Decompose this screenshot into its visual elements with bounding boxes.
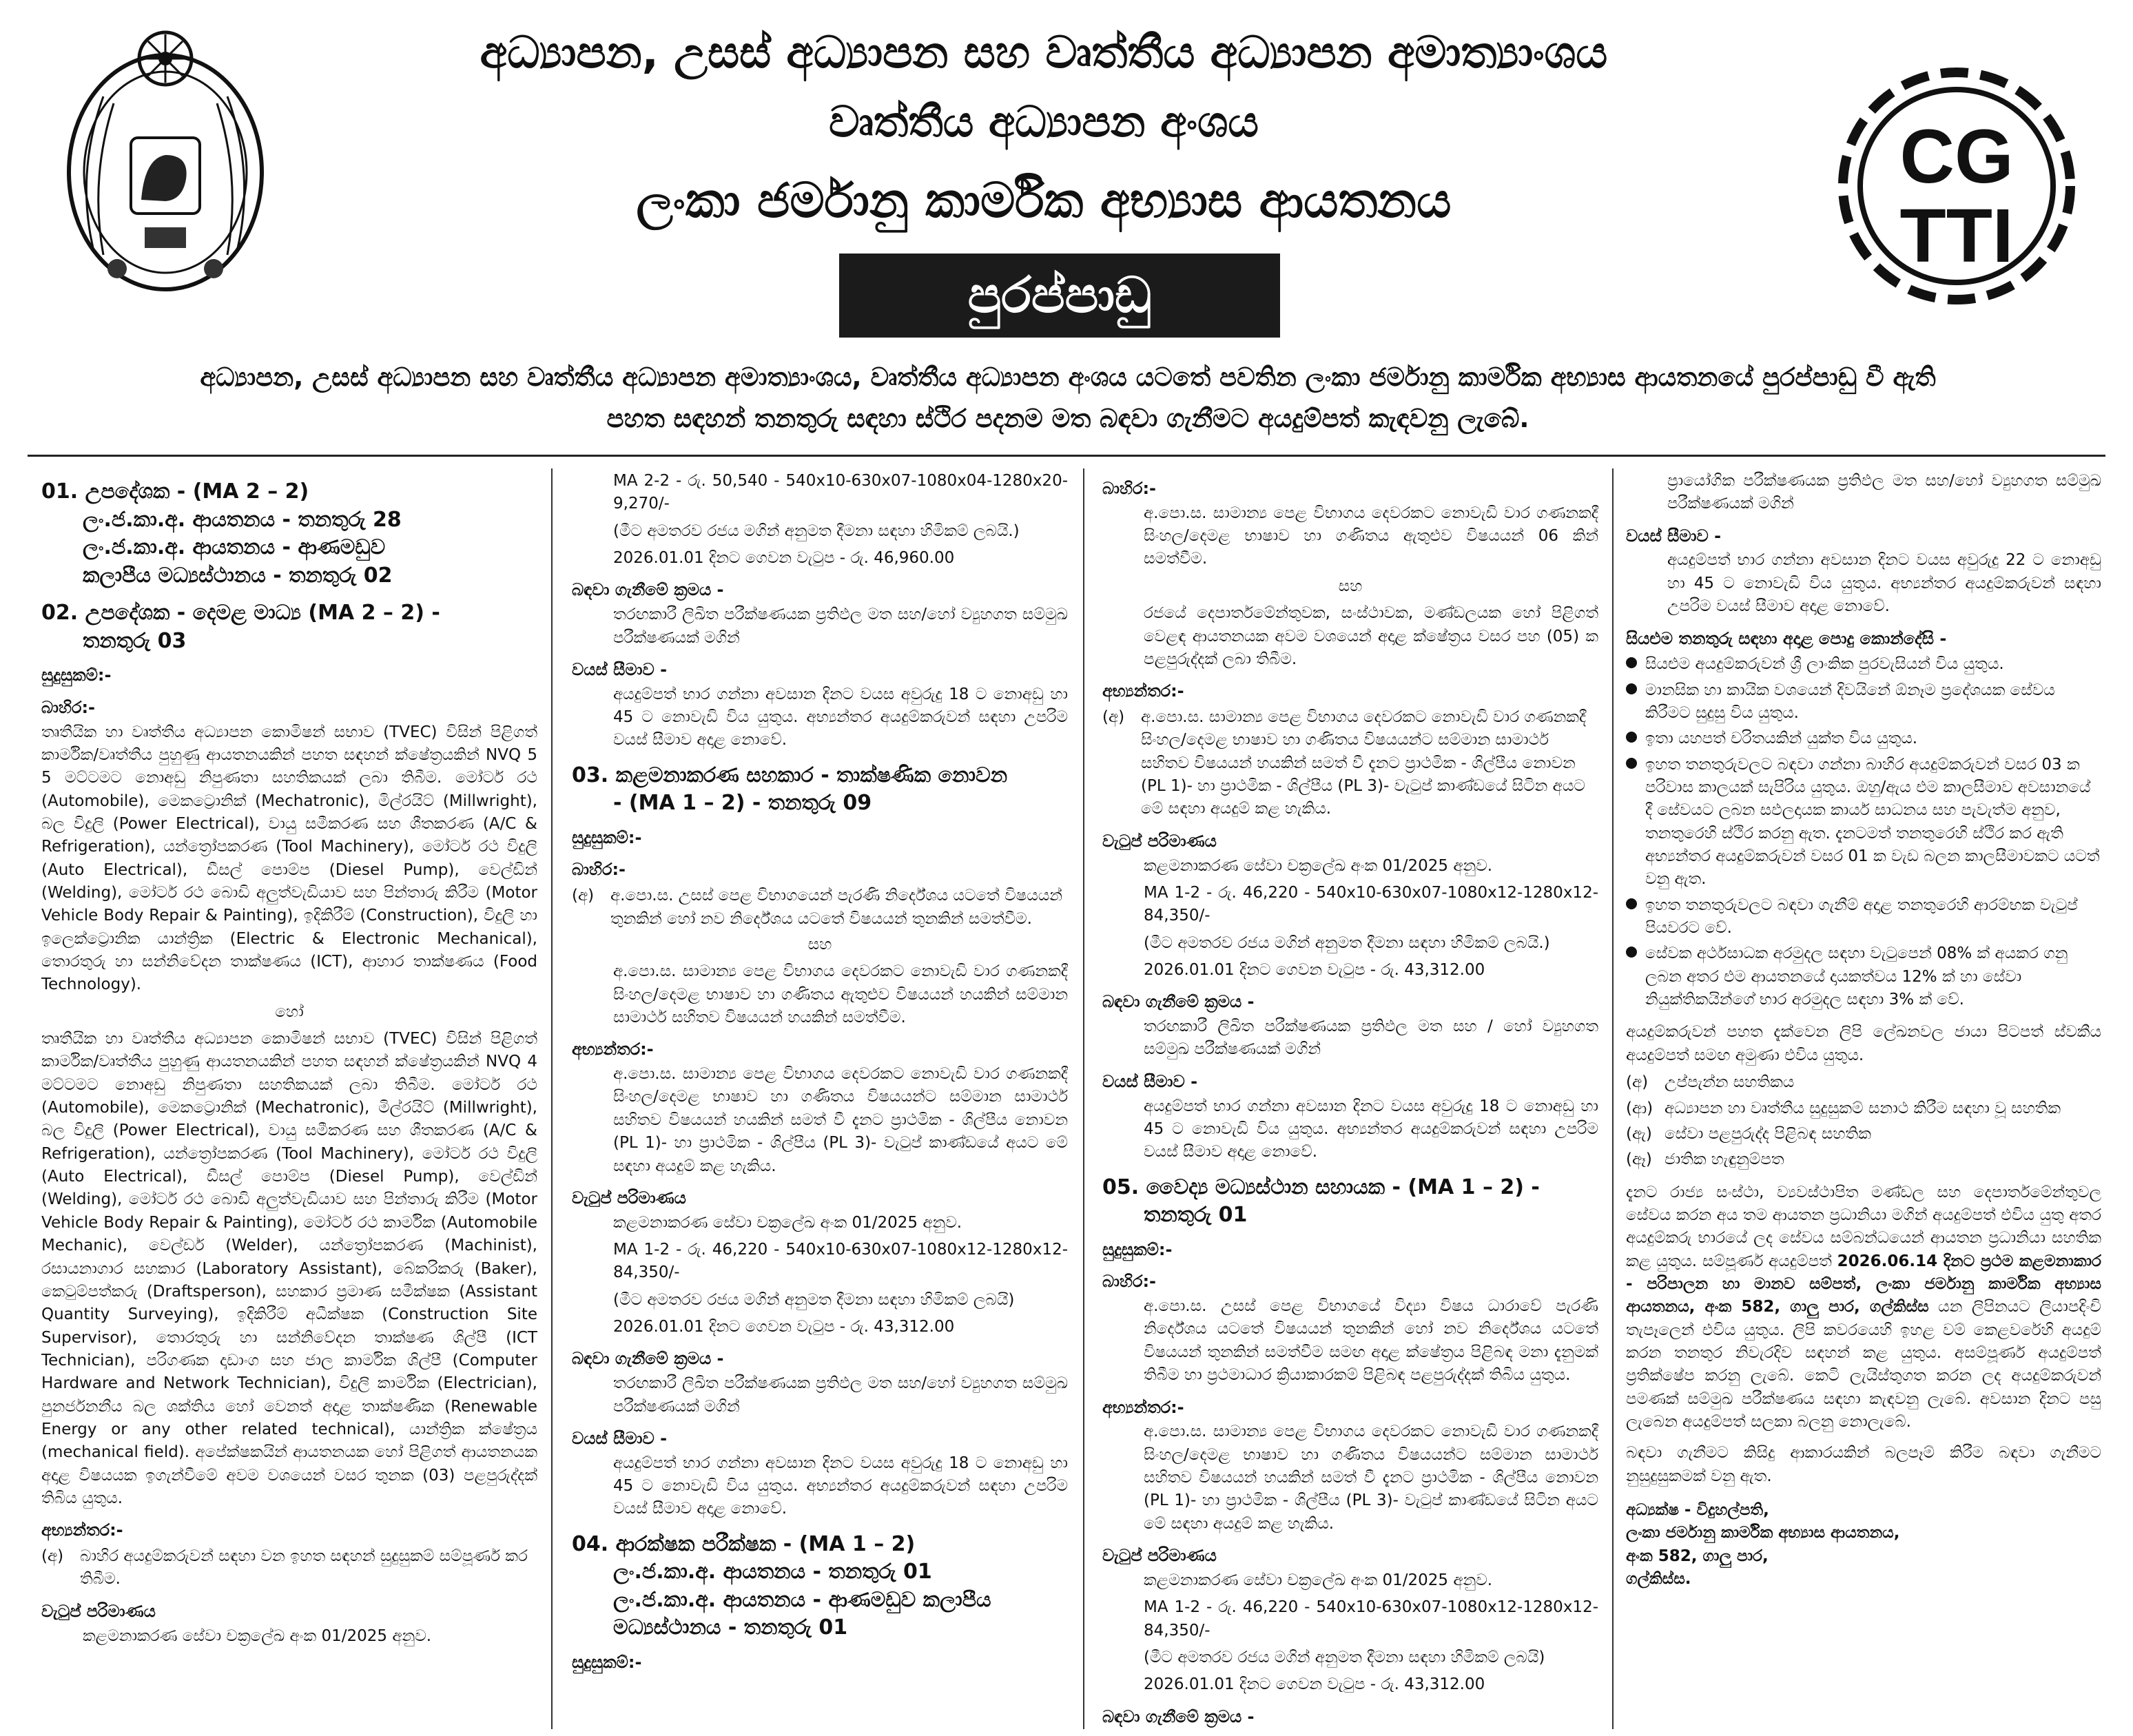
- external-heading: බාහිර:-: [1102, 479, 1156, 498]
- salary-scale: MA 1-2 - රු. 46,220 - 540x10-630x07-1080x12-1280x12-84,350/-: [613, 1241, 1068, 1282]
- recruitment-heading: බඳවා ගැනීමේ ක්‍රමය -: [572, 1349, 724, 1369]
- or-text: හෝ: [275, 1002, 304, 1021]
- header: [0, 0, 2133, 433]
- salary-scale: MA 1-2 - රු. 46,220 - 540x10-630x07-1080x12-1280x12-84,350/-: [1144, 1598, 1598, 1640]
- intro-line-1: අධ්‍යාපන, උසස් අධ්‍යාපන සහ වෘත්තීය අධ්‍යාපන අමාත්‍යාංශය, වෘත්තීය අධ්‍යාපන අංශය යටතේ පවතින ලංකා ජර්මානු කාර්මික අභ්‍යාස ආයතනයේ පුරප්පාඩු වී ඇති: [200, 362, 1936, 392]
- internal-qualification: අ.පො.ස. සාමාන්‍ය පෙළ විභාගය දෙවරකට නොවැඩි වාර ගණනකදී සිංහල/දෙමළ භාෂාව හා ගණිතය විෂයයන්ට සම්මාන සාමාර්ථ සහිතව විෂයයන් හයකින් සමත් වී දැනට ප්‍රාථමික - ශිල්පීය නොවන (PL 1)- හා ප්‍රාථමික - ශිල්පීය (PL 3)- වැටුප් කාණ්ඩයේ සිටින අයට මේ සඳහා අයදුම් කළ හැකිය.: [1144, 1423, 1598, 1533]
- age-heading: වයස් සීමාව -: [1626, 526, 1722, 546]
- documents-list: [1626, 1071, 2101, 1171]
- recruitment-heading: බඳවා ගැනීමේ ක්‍රමය -: [572, 580, 724, 600]
- age-text: අයදුම්පත් භාර ගන්නා අවසාන දිනට වයස අවුරුදු 18 ට නොඅඩු හා 45 ට නොවැඩි විය යුතුය. අභ්‍යන්තර අයදුම්කරුවන් සඳහා උපරිම වයස් සීමාව අදාළ නොවේ.: [613, 1454, 1068, 1518]
- salary-date: 2026.01.01 දිනට ගෙවන වැටුප - රු. 43,312.00: [1144, 1675, 1485, 1694]
- canvassing-warning: බඳවා ගැනීමට කිසිදු ආකාරයකින් බලපෑම් කිරීම බඳවා ගැනීමට නුසුදුසුකමක් වනු ඇත.: [1626, 1444, 2101, 1485]
- salary-note: (මීට අමතරව රජය මගින් අනුමත දීමනා සඳහා හිමිකම් ලබයි): [1144, 1648, 1545, 1666]
- column-2: [572, 468, 1068, 1729]
- and-text: සහ: [807, 935, 832, 953]
- post-05-heading: 05. වෛද්‍ය මධ්‍යස්ථාන සහායක - (MA 1 – 2) - තනතුරු 01: [1102, 1175, 1540, 1228]
- age-text: අයදුම්පත් භාර ගන්නා අවසාන දිනට වයස අවුරුදු 18 ට නොඅඩු හා 45 ට නොවැඩි විය යුතුය. අභ්‍යන්තර අයදුම්කරුවන් සඳහා උපරිම වයස් සීමාව අදාළ නොවේ.: [613, 685, 1068, 750]
- age-text: අයදුම්පත් භාර ගන්නා අවසාන දිනට වයස අවුරුදු 18 ට නොඅඩු හා 45 ට නොවැඩි විය යුතුය. අභ්‍යන්තර අයදුම්කරුවන් සඳහා උපරිම වයස් සීමාව අදාළ නොවේ.: [1144, 1097, 1598, 1161]
- salary-date: 2026.01.01 දිනට ගෙවන වැටුප - රු. 46,960.00: [613, 549, 955, 568]
- general-conditions-heading: සියළුම තනතුරු සඳහා අදාළ පොදු කොන්දේසි -: [1626, 628, 1947, 648]
- and-text: සහ: [1338, 577, 1363, 595]
- internal-heading: අභ්‍යන්තර:-: [1102, 1397, 1184, 1417]
- internal-qualification: (අ) බාහිර අයදුම්කරුවන් සඳහා වන ඉහත සඳහන් සුදුසුකම් සම්පූර්ණ කර තිබීම.: [41, 1547, 528, 1589]
- internal-qualification: අ.පො.ස. සාමාන්‍ය පෙළ විභාගය දෙවරකට නොවැඩි වාර ගණනකදී සිංහල/දෙමළ භාෂාව හා ගණිතය විෂයයන්ට සම්මාන සාමාර්ථ සහිතව විෂයයන් හයකින් සමත් වී දැනට ප්‍රාථමික - ශිල්පීය නොවන (PL 1)- හා ප්‍රාථමික - ශිල්පීය (PL 3)- වැටුප් කාණ්ඩයේ අයට මේ සඳහා අයදුම් කළ හැකිය.: [613, 1065, 1068, 1175]
- salary-text: කළමනාකරණ සේවා චක්‍රලේඛ අංක 01/2025 අනුව.: [1144, 856, 1493, 875]
- salary-text: කළමනාකරණ සේවා චක්‍රලේඛ අංක 01/2025 අනුව.: [83, 1626, 432, 1645]
- salary-note: (මීට අමතරව රජය මගින් අනුමත දීමනා සඳහා හිමිකම් ලබයි): [613, 1290, 1015, 1309]
- bullet-icon: [1626, 732, 1637, 743]
- recruitment-text: තරඟකාරී ලිඛිත පරීක්ෂණයක ප්‍රතිඵල මත සහ/හෝ ව්‍යුහගත සම්මුඛ පරීක්ෂණයක් මගින්: [613, 606, 1068, 647]
- cgtti-logo-top-text: CG: [1899, 114, 2014, 199]
- post-01-heading: 01. උපදේශක - (MA 2 – 2) ලං.ජ.කා.අ. ආයතනය - තනතුරු 28 ලං.ජ.කා.අ. ආයතනය - ආණමඩුව කලාපීය මධ්‍යස්ථානය - තනතුරු 02: [41, 479, 402, 588]
- qualifications-heading: සුදුසුකම්:-: [41, 665, 112, 685]
- external-qualification-1: තෘතීයික හා වෘත්තීය අධ්‍යාපන කොමිෂන් සභාව (TVEC) විසින් පිළිගත් කාර්මික/වෘත්තීය පුහුණු ආයතනයකින් පහත සඳහන් ක්ෂේත්‍රයකින් NVQ 5 5 මට්ටමට නොඅඩු නිපුණතා සහතිකයක් ලබා තිබීම. මෝටර් රථ (Automobile), මෙකට්‍රොනික් (Mechatronic), මිල්රයිට් (Millwright), බල විදුලි (Power Electrical), වායු සමීකරණ සහ ශීතකරණ (A/C & Refrigeration), යන්ත්‍රෝපකරණ (Tool Machinery), මෝටර් රථ විදුලි (Auto Electrical), ඩීසල් පොම්ප (Diesel Pump), වෙල්ඩින් (Welding), මෝටර් රථ බොඩි අලුත්වැඩියාව සහ පින්තාරු කිරීම (Motor Vehicle Body Repair & Painting), ඉදිකිරීම් (Construction), විදුලි හා ඉලෙක්ට්‍රොනික යාන්ත්‍රික (Electric & Electronic Mechanical), තොරතුරු හා සන්නිවේදන තාක්ෂණය (ICT), ආහාර තාක්ෂණය (Food Technology).: [41, 723, 537, 994]
- bullet-icon: [1626, 898, 1637, 909]
- list-item: ඉහත තනතුරුවලට බඳවා ගන්නා බාහිර අයදුම්කරුවන් වසර 03 ක පරිවාස කාලයක් සැපිරිය යුතුය. ඔහු/ඇය එම කාලසීමාව අවසානයේ දී සේවයට ලබන සඵලදායක කාර්ය සාධනය සහ පැවැත්ම අනුව, තනතුරෙහි ස්ථිර කරනු ඇත. දැනටමත් තනතුරෙහි ස්ථිර කර ඇති අභ්‍යන්තර අයදුම්කරුවන් වසර 01 ක වැඩ බලන කාලසීමාවකට යටත් වනු ඇත.: [1626, 754, 2101, 891]
- header-divider: [28, 455, 2105, 457]
- bullet-icon: [1626, 947, 1637, 958]
- institute-title: ලංකා ජර්මානු කාර්මික අභ්‍යාස ආයතනය: [636, 172, 1452, 229]
- cgtti-logo-bottom-text: TTI: [1899, 194, 2014, 278]
- post-03-heading: 03. කළමනාකරණ සහකාර - තාක්ෂණික නොවන - (MA 1 – 2) - තනතුරු 09: [572, 763, 1008, 816]
- salary-text: කළමනාකරණ සේවා චක්‍රලේඛ අංක 01/2025 අනුව.: [1144, 1571, 1493, 1589]
- cgtti-logo-icon: [1826, 55, 2088, 317]
- external-qualification-a: (අ) අ.පො.ස. උසස් පෙළ විභාගයෙන් පැරණි නිර්දේශය යටතේ විෂයයන් තුනකින් හෝ නව නිර්දේශය යටතේ විෂයයන් තුනකින් සමත්වීම.: [572, 887, 1062, 928]
- external-heading: බාහිර:-: [572, 860, 626, 880]
- list-item: ඉහත තනතුරුවලට බඳවා ගැනීම් අදාළ තනතුරෙහි ආරම්භක වැටුප් පියවරට වේ.: [1626, 894, 2101, 940]
- salary-text: කළමනාකරණ සේවා චක්‍රලේඛ අංක 01/2025 අනුව.: [613, 1213, 962, 1232]
- post-02-heading: 02. උපදේශක - දෙමළ මාධ්‍ය (MA 2 – 2) - තනතුරු 03: [41, 601, 440, 653]
- bullet-icon: [1626, 683, 1637, 694]
- external-qualification-b: රජයේ දෙපාර්තමේන්තුවක, සංස්ථාවක, මණ්ඩලයක හෝ පිළිගත් වෙළඳ ආයතනයක අවම වශයෙන් අදාළ ක්ෂේත්‍රය වසර පහ (05) ක පළපුරුද්දක් ලබා තිබීම.: [1144, 604, 1598, 668]
- age-heading: වයස් සීමාව -: [572, 659, 668, 679]
- salary-date: 2026.01.01 දිනට ගෙවන වැටුප - රු. 43,312.00: [1144, 960, 1485, 979]
- salary-note: (මීට අමතරව රජය මගින් අනුමත දීමනා සඳහා හිමිකම් ලබයි.): [1144, 933, 1550, 952]
- internal-heading: අභ්‍යන්තර:-: [572, 1040, 654, 1060]
- internal-heading: අභ්‍යන්තර:-: [1102, 681, 1184, 701]
- salary-heading: වැටුප් පරිමාණය: [1102, 1546, 1217, 1566]
- salary-heading: වැටුප් පරිමාණය: [572, 1188, 686, 1208]
- list-item: ඉතා යහපත් චරිතයකින් යුක්ත විය යුතුය.: [1626, 727, 2101, 750]
- list-item: (ඇ) සේවා පළපුරුද්ද පිළිබඳ සහතික: [1626, 1124, 1871, 1143]
- qualifications-heading: සුදුසුකම්:-: [572, 827, 642, 847]
- closing-date-address: 2026.06.14 දිනට ප්‍රථම කළමනාකාර - පරිපාලන හා මානව සම්පත්, ලංකා ජර්මානු කාර්මික අභ්‍යාස ආයතනය, අංක 582, ගාලු පාර, ගල්කිස්ස: [1626, 1252, 2101, 1316]
- bullet-icon: [1626, 657, 1637, 668]
- salary-heading: වැටුප් පරිමාණය: [41, 1601, 156, 1621]
- salary-note: (මීට අමතරව රජය මගින් අනුමත දීමනා සඳහා හිමිකම් ලබයි.): [613, 521, 1020, 540]
- signature-block: අධ්‍යක්ෂ - විදුහල්පති, ලංකා ජර්මානු කාර්මික අභ්‍යාස ආයතනය, අංක 582, ගාලු පාර, ගල්කිස්ස.: [1626, 1501, 1900, 1589]
- column-3: [1102, 468, 1598, 1729]
- column-divider: [551, 468, 553, 1729]
- recruitment-text: තරඟකාරී ලිඛිත පරීක්ෂණයක ප්‍රතිඵල මත සහ / හෝ ව්‍යුහගත සම්මුඛ පරීක්ෂණයක් මගින්: [1144, 1017, 1598, 1059]
- documents-intro: අයදුම්කරුවන් පහත දැක්වෙන ලිපි ලේඛනවල ජායා පිටපත් ස්වකීය අයදුම්පත් සමඟ අමුණා එවිය යුතුය.: [1626, 1023, 2101, 1064]
- column-divider: [1083, 468, 1084, 1729]
- external-qualification: අ.පො.ස. උසස් පෙළ විභාගයේ විද්‍යා විෂය ධාරාවේ පැරණි නිර්දේශය යටතේ විෂයයන් තුනකින් හෝ නව නිර්දේශය යටතේ විෂයයන් තුනකින් සමත්වීම සමඟ අදාළ ක්ෂේත්‍රය පිළිබඳ මනා දැනුමක් තිබීම හා ප්‍රථමාධාර ක්‍රියාකාරකම් පිළිබඳ පළපුරුද්දක් තිබිය යුතුය.: [1144, 1297, 1598, 1385]
- external-heading: බාහිර:-: [1102, 1272, 1156, 1292]
- recruitment-text: ප්‍රායෝගික පරීක්ෂණයක ප්‍රතිඵල මත සහ/හෝ ව්‍යුහගත සම්මුඛ පරීක්ෂණයක් මගින්: [1667, 472, 2101, 513]
- age-heading: වයස් සීමාව -: [1102, 1071, 1198, 1091]
- sri-lanka-emblem-icon: [62, 21, 269, 296]
- column-divider: [1612, 468, 1614, 1729]
- column-1: [41, 468, 537, 1729]
- recruitment-heading: බඳවා ගැනීමේ ක්‍රමය -: [1102, 1706, 1255, 1726]
- recruitment-text: තරඟකාරී ලිඛිත පරීක්ෂණයක ප්‍රතිඵල මත සහ/හෝ ව්‍යුහගත සම්මුඛ පරීක්ෂණයක් මගින්: [613, 1374, 1068, 1416]
- division-title: වෘත්තීය අධ්‍යාපන අංශය: [829, 96, 1259, 147]
- salary-date: 2026.01.01 දිනට ගෙවන වැටුප - රු. 43,312.00: [613, 1318, 955, 1336]
- internal-qualification: (අ) අ.පො.ස. සාමාන්‍ය පෙළ විභාගය දෙවරකට නොවැඩි වාර ගණනකදී සිංහල/දෙමළ භාෂාව හා ගණිතය විෂයයන්ට සම්මාන සාමාර්ථ සහිතව විෂයයන් හයකින් සමත් වී දැනට ප්‍රාථමික - ශිල්පීය නොවන (PL 1)- හා ප්‍රාථමික - ශිල්පීය (PL 3)- වැටුප් කාණ්ඩයේ සිටින අයට මේ සඳහා අයදුම් කළ හැකිය.: [1102, 708, 1587, 818]
- internal-heading: අභ්‍යන්තර:-: [41, 1520, 123, 1540]
- salary-scale: MA 2-2 - රු. 50,540 - 540x10-630x07-1080x04-1280x20-9,270/-: [613, 472, 1068, 513]
- bullet-icon: [1626, 758, 1637, 769]
- general-conditions-list: [1626, 653, 2101, 1011]
- qualifications-heading: සුදුසුකම්:-: [1102, 1239, 1173, 1259]
- list-item: (අ) උප්පැන්න සහතිකය: [1626, 1073, 1795, 1092]
- list-item: (ආ) අධ්‍යාපන හා වෘත්තීය සුදුසුකම් සනාථ කිරීම සඳහා වූ සහතික: [1626, 1099, 2061, 1117]
- external-heading: බාහිර:-: [41, 697, 95, 717]
- external-qualification-a: අ.පො.ස. සාමාන්‍ය පෙළ විභාගය දෙවරකට නොවැඩි වාර ගණනකදී සිංහල/දෙමළ භාෂාව හා ගණිතය ඇතුළුව විෂයයන් 06 කින් සමත්වීම.: [1144, 504, 1598, 568]
- list-item: සියළුම අයදුම්කරුවන් ශ්‍රී ලාංකික පුරවැසියන් විය යුතුය.: [1626, 653, 2101, 676]
- qualifications-heading: සුදුසුකම්:-: [572, 1652, 642, 1672]
- ministry-title: අධ්‍යාපන, උසස් අධ්‍යාපන සහ වෘත්තීය අධ්‍යාපන අමාත්‍යාංශය: [480, 28, 1608, 79]
- intro-text: [76, 357, 2060, 440]
- list-item: (ඈ) ජාතික හැඳුනුම්පත: [1626, 1150, 1784, 1169]
- list-item: මානසික හා කායික වශයෙන් දිවයිනේ ඕනෑම ප්‍රදේශයක සේවය කිරීමට සුදුසු විය යුතුය.: [1626, 679, 2101, 725]
- age-text: අයදුම්පත් භාර ගන්නා අවසාන දිනට වයස අවුරුදු 22 ට නොඅඩු හා 45 ට නොවැඩි විය යුතුය. අභ්‍යන්තර අයදුම්කරුවන් සඳහා උපරිම වයස් සීමාව අදාළ නොවේ.: [1667, 551, 2101, 616]
- recruitment-heading: බඳවා ගැනීමේ ක්‍රමය -: [1102, 992, 1255, 1012]
- salary-heading: වැටුප් පරිමාණය: [1102, 831, 1217, 851]
- age-heading: වයස් සීමාව -: [572, 1428, 668, 1448]
- column-4: [1626, 468, 2101, 1729]
- external-qualification-2: තෘතීයික හා වෘත්තීය අධ්‍යාපන කොමිෂන් සභාව (TVEC) විසින් පිළිගත් කාර්මික/වෘත්තීය පුහුණු ආයතනයකින් පහත සඳහන් ක්ෂේත්‍රයකින් NVQ 4 මට්ටමට නොඅඩු නිපුණතා සහතිකයක් ලබා තිබීම. මෝටර් රථ (Automobile), මෙකට්‍රොනික් (Mechatronic), මිල්රයිට් (Millwright), බල විදුලි (Power Electrical), වායු සමීකරණ සහ ශීතකරණ (A/C & Refrigeration), යන්ත්‍රෝපකරණ (Tool Machinery), මෝටර් රථ විදුලි (Auto Electrical), ඩීසල් පොම්ප (Diesel Pump), වෙල්ඩින් (Welding), මෝටර් රථ බොඩි අලුත්වැඩියාව සහ පින්තාරු කිරීම (Motor Vehicle Body Repair & Painting), මෝටර් රථ කාර්මික (Automobile Mechanic), වෙල්ඩර් (Welder), යන්ත්‍රෝපකරණ (Machinist), රසායනාගාර සහකාර (Laboratory Assistant), බේකරිකරු (Baker), කෙටුම්පත්කරු (Draftsperson), සහකාර ප්‍රමාණ සමීක්ෂක (Assistant Quantity Surveying), ඉදිකිරීම් අධීක්ෂක (Construction Site Supervisor), තොරතුරු හා සන්නිවේදන තාක්ෂණ ශිල්පී (ICT Technician), පරිගණක දෘඩාංග සහ ජාල කාර්මික ශිල්පී (Computer Hardware and Network Technician), විදුලි කාර්මික (Electrician), පුනර්ජනනීය බල ශක්තිය හෝ වෙනත් අදාළ තාක්ෂණික (Renewable Energy or any other related technical), යාන්ත්‍රික ක්ෂේත්‍රය (mechanical field). අපේක්ෂකයින් ආයතනයක හෝ පිළිගත් ආයතනයක අදාළ විෂයයක ඉගැන්වීමේ අවම වශයෙන් වසර තුනක (03) පළපුරුද්දක් තිබිය යුතුය.: [41, 1030, 537, 1507]
- intro-line-2: පහත සඳහන් තනතුරු සඳහා ස්ථිර පදනම මත බඳවා ගැනීමට අයදුම්පත් කැඳවනු ලැබේ.: [606, 404, 1529, 433]
- post-04-heading: 04. ආරක්ෂක පරීක්ෂක - (MA 1 – 2) ලං.ජ.කා.අ. ආයතනය - තනතුරු 01 ලං.ජ.කා.අ. ආයතනය - ආණමඩුව කලාපීය මධ්‍යස්ථානය - තනතුරු 01: [572, 1531, 991, 1640]
- application-instructions: දැනට රාජ්‍ය සංස්ථා, ව්‍යවස්ථාපිත මණ්ඩල සහ දෙපාර්තමේන්තුවල සේවය කරන අය තම ආයතන ප්‍රධානියා මගින් අයදුම්පත් එවිය යුතු අතර අයදුම්කරු භාරයේ ලද සේවය සම්බන්ධයෙන් ආයතන ප්‍රධානියා සහතික කළ යුතුය. සම්පූර්ණ අයදුම්පත් 2026.06.14 දිනට ප්‍රථම කළමනාකාර - පරිපාලන හා මානව සම්පත්, ලංකා ජර්මානු කාර්මික අභ්‍යාස ආයතනය, අංක 582, ගාලු පාර, ගල්කිස්ස යන ලිපිනයට ලියාපදිංචි තැපෑලෙන් එවිය යුතුය. ලිපි කවරයෙහි ඉහළ වම් කෙළවරේහි අයදුම් කරන තනතුර නිවැරදිව සඳහන් කළ යුතුය. අසම්පූර්ණ අයදුම්පත් ප්‍රතික්ෂේප කරනු ලැබේ. කෙටි ලැයිස්තුගත කරන ලද අයදුම්කරුවන් පමණක් සම්මුඛ පරීක්ෂණය සඳහා කැඳවනු ලැබේ. අවසාන දිනට පසු ලැබෙන අයදුම්පත් සලකා බලනු නොලැබේ.: [1626, 1183, 2101, 1431]
- vacancies-banner: පුරප්පාඩු: [839, 254, 1280, 338]
- external-qualification-b: අ.පො.ස. සාමාන්‍ය පෙළ විභාගය දෙවරකට නොවැඩි වාර ගණනකදී සිංහල/දෙමළ භාෂාව හා ගණිතය ඇතුළුව විෂයයන් හයකින් සම්මාන සාමාර්ථ සහිතව විෂයයන් හයකින් සමත්වීම.: [613, 962, 1068, 1026]
- list-item: සේවක අර්ථසාධක අරමුදල සඳහා වැටුපෙන් 08% ක් අයකර ගනු ලබන අතර එම ආයතනයේ දායකත්වය 12% ක් හා සේවා නියුක්තිකයින්ගේ භාර අරමුදල සඳහා 3% ක් වේ.: [1626, 942, 2101, 1011]
- salary-scale: MA 1-2 - රු. 46,220 - 540x10-630x07-1080x12-1280x12-84,350/-: [1144, 883, 1598, 925]
